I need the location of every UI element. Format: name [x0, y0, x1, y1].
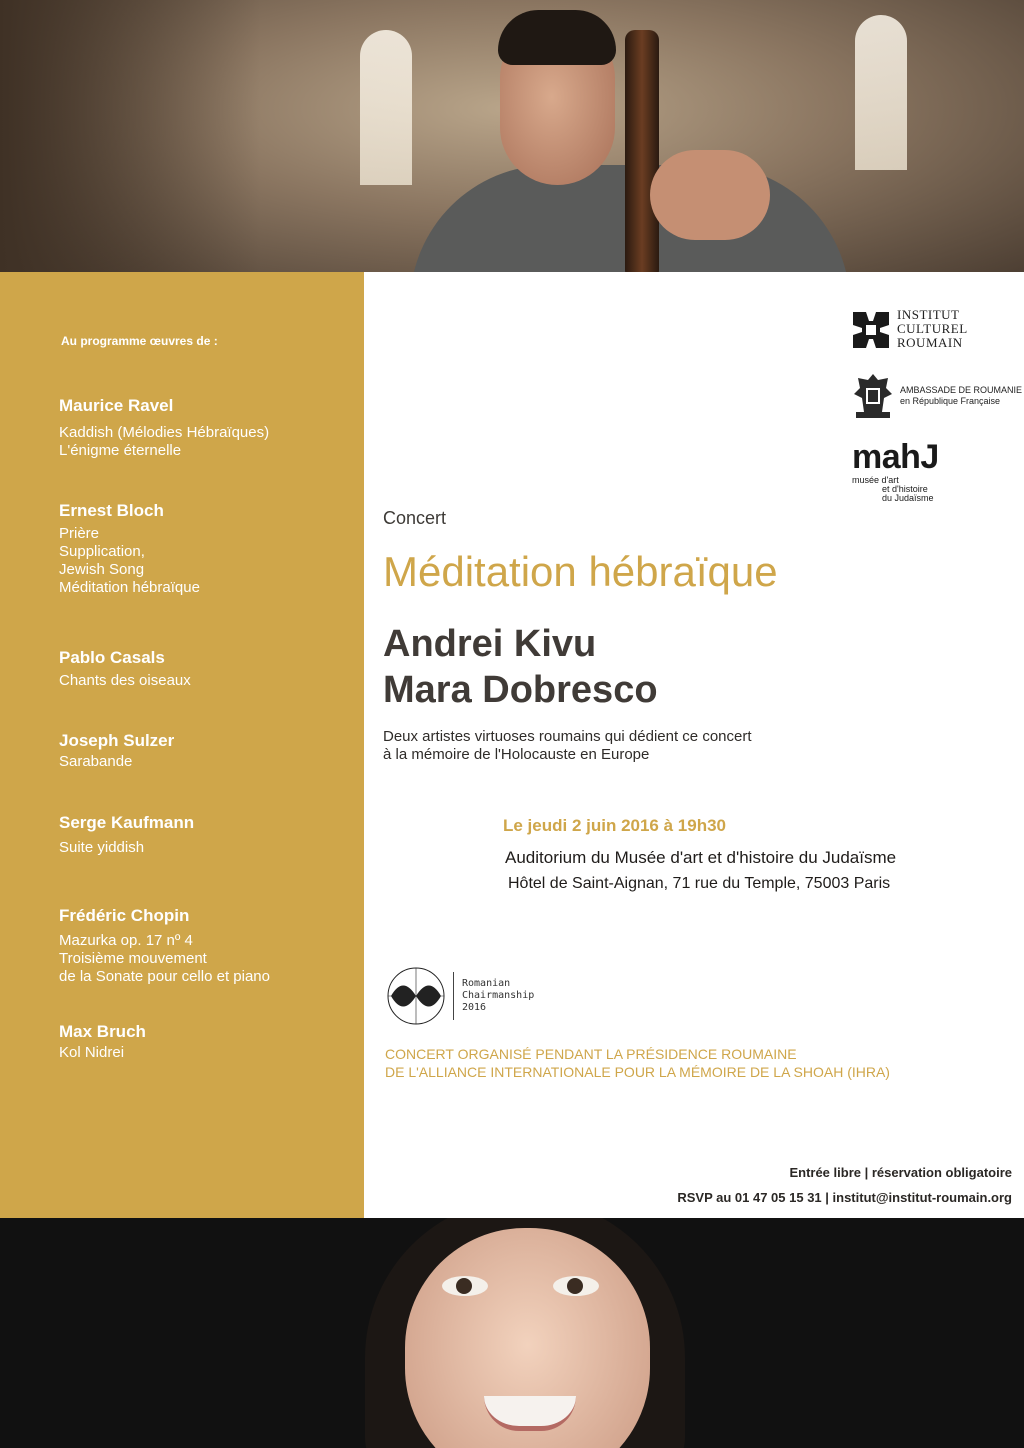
artist-names: [383, 621, 658, 713]
work-title: Supplication,: [59, 543, 145, 560]
photo-hair: [498, 10, 616, 65]
mahj-line: du Judaïsme: [882, 493, 934, 503]
ambassade-line: AMBASSADE DE ROUMANIE: [900, 385, 1023, 395]
mahj-wordmark: mahJ: [852, 438, 939, 476]
entry-info: Entrée libre | réservation obligatoire: [789, 1165, 1012, 1180]
work-title: Mazurka op. 17 nº 4: [59, 932, 193, 949]
icr-cross-icon: [853, 312, 889, 348]
artist-name: Mara Dobresco: [383, 669, 658, 711]
pianist-photo: [0, 1218, 1024, 1448]
institut-culturel-roumain-logo: [853, 308, 968, 350]
program-intro: Au programme œuvres de :: [61, 334, 218, 348]
work-title: L'énigme éternelle: [59, 442, 182, 459]
work-title: Jewish Song: [59, 561, 145, 578]
photo-window-left: [360, 30, 412, 185]
composer-works: [59, 839, 194, 857]
composer-name: Maurice Ravel: [59, 396, 174, 415]
coat-of-arms-icon: [852, 372, 894, 420]
ihra-line: 2016: [462, 1002, 487, 1013]
organized-line: DE L'ALLIANCE INTERNATIONALE POUR LA MÉMOIRE DE LA SHOAH (IHRA): [385, 1064, 890, 1080]
organized-line: CONCERT ORGANISÉ PENDANT LA PRÉSIDENCE ROUMAINE: [385, 1046, 797, 1062]
ihra-chairmanship-logo: [385, 965, 534, 1027]
work-title: Méditation hébraïque: [59, 579, 200, 596]
composer-block: [59, 731, 174, 771]
cellist-photo: [0, 0, 1024, 272]
icr-line: CULTUREL: [897, 321, 968, 336]
work-title: Troisième mouvement: [59, 950, 207, 967]
icr-line: ROUMAIN: [897, 335, 963, 350]
composer-works: [59, 424, 269, 460]
rsvp-info: RSVP au 01 47 05 15 31 | institut@institut-roumain.org: [677, 1190, 1012, 1205]
ambassade-text: [900, 385, 1022, 407]
description-line: à la mémoire de l'Holocauste en Europe: [383, 746, 650, 763]
ambassade-logo: [852, 372, 1022, 420]
icr-text: [897, 308, 968, 350]
program-panel: [0, 272, 364, 1218]
concert-description: [383, 728, 752, 764]
composer-name: Joseph Sulzer: [59, 731, 175, 750]
ihra-globe-icon: [385, 965, 447, 1027]
ihra-text: [462, 978, 534, 1014]
concert-title: Méditation hébraïque: [383, 548, 778, 595]
composer-block: [59, 906, 270, 986]
composer-works: [59, 1044, 146, 1062]
work-title: Suite yiddish: [59, 839, 145, 856]
ihra-separator: [453, 972, 454, 1020]
composer-name: Ernest Bloch: [59, 501, 164, 520]
work-title: de la Sonate pour cello et piano: [59, 968, 270, 985]
composer-name: Serge Kaufmann: [59, 813, 195, 832]
organized-note: [385, 1045, 890, 1081]
composer-block: [59, 648, 191, 690]
artist-name: Andrei Kivu: [383, 623, 597, 665]
event-date: Le jeudi 2 juin 2016 à 19h30: [503, 816, 726, 835]
concert-label: Concert: [383, 508, 447, 528]
mahj-subtitle: [852, 476, 939, 503]
ihra-line: Chairmanship: [462, 990, 535, 1001]
composer-name: Pablo Casals: [59, 648, 165, 667]
photo-eye: [442, 1276, 488, 1296]
work-title: Kol Nidrei: [59, 1044, 125, 1061]
composer-works: [59, 525, 200, 597]
composer-works: [59, 932, 270, 986]
cello-neck: [625, 30, 659, 272]
composer-block: [59, 813, 194, 857]
composer-name: Frédéric Chopin: [59, 906, 190, 925]
ambassade-line: en République Française: [900, 396, 1001, 406]
composer-name: Max Bruch: [59, 1022, 146, 1041]
photo-hand: [650, 150, 770, 240]
work-title: Chants des oiseaux: [59, 672, 191, 689]
work-title: Prière: [59, 525, 100, 542]
mahj-logo: [852, 440, 939, 503]
event-venue: Auditorium du Musée d'art et d'histoire du Judaïsme: [505, 848, 897, 867]
composer-works: [59, 672, 191, 690]
work-title: Sarabande: [59, 753, 133, 770]
composer-block: [59, 396, 269, 460]
event-address: Hôtel de Saint-Aignan, 71 rue du Temple, 75003 Paris: [508, 875, 891, 892]
icr-line: INSTITUT: [897, 307, 960, 322]
composer-block: [59, 1022, 146, 1062]
ihra-line: Romanian: [462, 978, 511, 989]
description-line: Deux artistes virtuoses roumains qui dédient ce concert: [383, 728, 752, 745]
mahj-line: et d'histoire: [882, 484, 928, 494]
photo-eye: [553, 1276, 599, 1296]
mahj-line: musée d'art: [852, 475, 899, 485]
photo-shadow: [0, 0, 260, 272]
work-title: Kaddish (Mélodies Hébraïques): [59, 424, 270, 441]
photo-window-right: [855, 15, 907, 170]
composer-works: [59, 753, 174, 771]
composer-block: [59, 501, 200, 597]
